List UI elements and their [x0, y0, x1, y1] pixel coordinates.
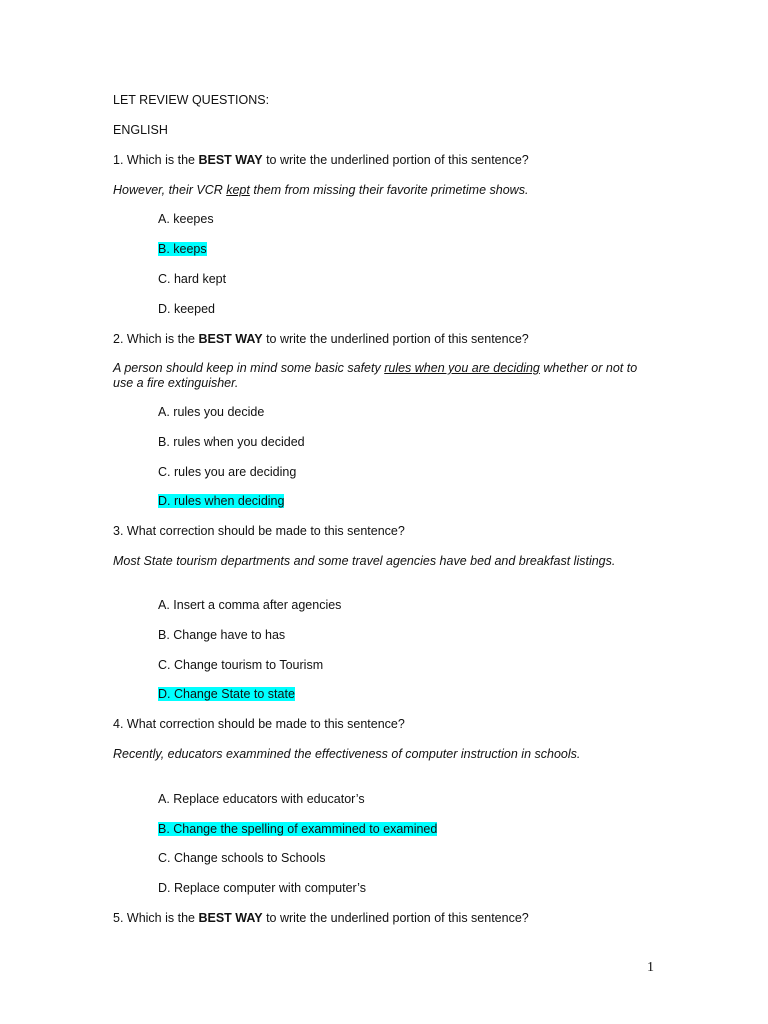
- question-4-prompt: 4. What correction should be made to this sentence?: [113, 717, 405, 731]
- question-3-option-c: C. Change tourism to Tourism: [158, 658, 324, 672]
- question-1-sentence: However, their VCR kept them from missing their favorite primetime shows.: [113, 183, 529, 197]
- question-3-option-d: [158, 686, 295, 702]
- question-1-option-d: D. keeped: [158, 302, 215, 316]
- question-3-option-b: B. Change have to has: [158, 628, 286, 642]
- question-1-prompt: 1. Which is the BEST WAY to write the underlined portion of this sentence?: [113, 153, 529, 167]
- question-4-option-c: C. Change schools to Schools: [158, 851, 326, 865]
- answer-highlight: B. Change the spelling of exammined to examined: [158, 822, 438, 836]
- question-4-option-a: A. Replace educators with educator’s: [158, 792, 365, 806]
- question-5-prompt: 5. Which is the BEST WAY to write the underlined portion of this sentence?: [113, 911, 529, 925]
- question-3-prompt: 3. What correction should be made to this sentence?: [113, 524, 405, 538]
- question-1-option-c: C. hard kept: [158, 272, 227, 286]
- subject-heading: ENGLISH: [113, 123, 168, 137]
- page-number: 1: [647, 960, 654, 975]
- question-4-option-d: D. Replace computer with computer’s: [158, 881, 366, 895]
- question-3-sentence: Most State tourism departments and some travel agencies have bed and breakfast listings.: [113, 554, 616, 568]
- question-4-option-b: [158, 821, 437, 837]
- question-2-option-c: C. rules you are deciding: [158, 465, 297, 479]
- question-1-option-b: [158, 241, 207, 257]
- question-2-option-b: B. rules when you decided: [158, 435, 305, 449]
- question-1-option-a: A. keepes: [158, 212, 214, 226]
- question-4-sentence: Recently, educators exammined the effectiveness of computer instruction in schools.: [113, 747, 581, 761]
- question-2-option-d: [158, 493, 284, 509]
- question-3-option-a: A. Insert a comma after agencies: [158, 598, 342, 612]
- page-title: LET REVIEW QUESTIONS:: [113, 93, 270, 107]
- question-2-sentence: A person should keep in mind some basic safety rules when you are deciding whether or not to use a fire extinguisher.: [113, 361, 638, 390]
- answer-highlight: B. keeps: [158, 242, 207, 256]
- question-2-prompt: 2. Which is the BEST WAY to write the underlined portion of this sentence?: [113, 332, 529, 346]
- answer-highlight: D. Change State to state: [158, 687, 295, 701]
- question-2-option-a: A. rules you decide: [158, 405, 265, 419]
- answer-highlight: D. rules when deciding: [158, 494, 285, 508]
